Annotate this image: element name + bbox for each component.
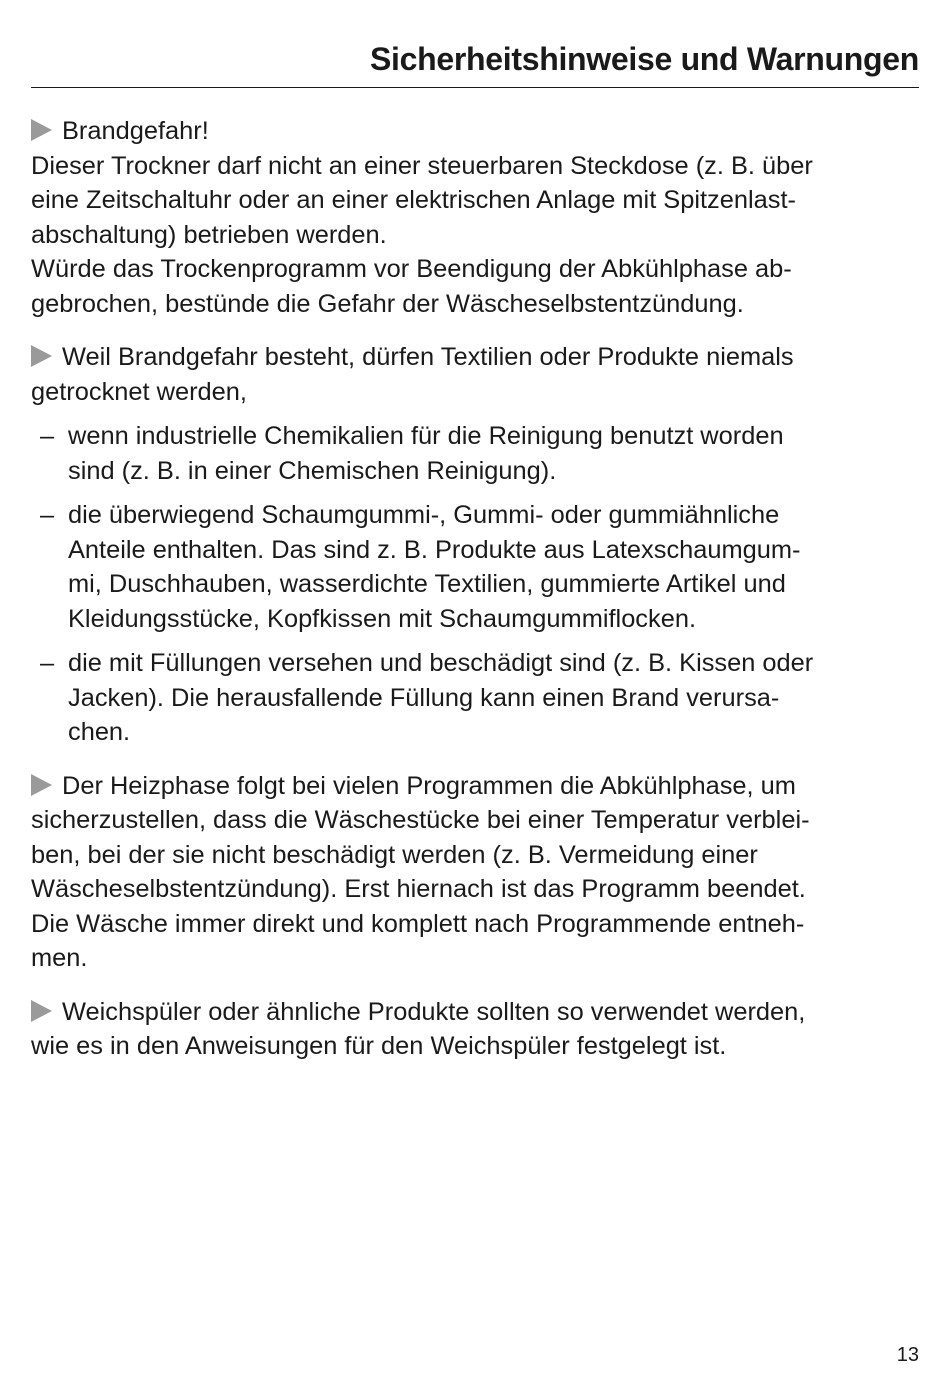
- text-line: chen.: [68, 718, 131, 746]
- page-content: [31, 114, 923, 1083]
- warning-fire-hazard: [31, 114, 923, 321]
- list-item: [31, 646, 923, 750]
- text-line: gebrochen, bestünde die Gefahr der Wäscheselbstentzündung.: [31, 289, 744, 318]
- textile-condition-list: [31, 419, 923, 750]
- text-line: men.: [31, 944, 88, 972]
- list-dash: –: [40, 422, 55, 450]
- text-line: Weil Brandgefahr besteht, dürfen Textilien oder Produkte niemals: [62, 343, 794, 371]
- text-line: wenn industrielle Chemikalien für die Reinigung benutzt worden: [68, 422, 784, 450]
- list-item: [31, 419, 923, 488]
- triangle-right-icon: [31, 119, 52, 141]
- text-line: Kleidungsstücke, Kopfkissen mit Schaumgummiflocken.: [68, 604, 696, 633]
- text-line: wie es in den Anweisungen für den Weichspüler festgelegt ist.: [31, 1032, 727, 1060]
- text-line: Würde das Trockenprogramm vor Beendigung der Abkühlphase ab-: [31, 255, 792, 283]
- text-line: sind (z. B. in einer Chemischen Reinigung).: [68, 456, 557, 485]
- text-line: Der Heizphase folgt bei vielen Programmen die Abkühlphase, um: [62, 771, 796, 800]
- list-dash: –: [40, 501, 55, 529]
- text-line: Jacken). Die herausfallende Füllung kann einen Brand verursa-: [68, 683, 780, 712]
- text-line: Weichspüler oder ähnliche Produkte sollten so verwendet werden,: [62, 997, 806, 1026]
- triangle-right-icon: [31, 774, 52, 796]
- text-line: die mit Füllungen versehen und beschädigt sind (z. B. Kissen oder: [68, 649, 814, 677]
- text-line: Die Wäsche immer direkt und komplett nach Programmende entneh-: [31, 909, 805, 938]
- page-title: Sicherheitshinweise und Warnungen: [370, 41, 919, 77]
- page-number: 13: [896, 1344, 919, 1366]
- text-line: Dieser Trockner darf nicht an einer steuerbaren Steckdose (z. B. über: [31, 151, 813, 180]
- text-line: mi, Duschhauben, wasserdichte Textilien, gummierte Artikel und: [68, 570, 786, 598]
- info-fabric-softener: [31, 995, 923, 1064]
- text-line: die überwiegend Schaumgummi-, Gummi- oder gummiähnliche: [68, 501, 780, 529]
- text-line: getrocknet werden,: [31, 377, 247, 406]
- triangle-right-icon: [31, 345, 52, 367]
- info-cooling-phase: [31, 769, 923, 976]
- text-line: abschaltung) betrieben werden.: [31, 220, 387, 249]
- page-header: [31, 38, 919, 88]
- text-line: eine Zeitschaltuhr oder an einer elektrischen Anlage mit Spitzenlast-: [31, 186, 796, 214]
- triangle-right-icon: [31, 1000, 52, 1022]
- warning-textiles-not-to-dry: [31, 340, 923, 750]
- text-line: Brandgefahr!: [62, 117, 209, 145]
- list-item: [31, 498, 923, 636]
- text-line: ben, bei der sie nicht beschädigt werden (z. B. Vermeidung einer: [31, 840, 758, 869]
- text-line: Anteile enthalten. Das sind z. B. Produkte aus Latexschaumgum-: [68, 535, 801, 564]
- list-dash: –: [40, 649, 55, 677]
- text-line: sicherzustellen, dass die Wäschestücke bei einer Temperatur verblei-: [31, 806, 810, 834]
- text-line: Wäscheselbstentzündung). Erst hiernach ist das Programm beendet.: [31, 875, 806, 903]
